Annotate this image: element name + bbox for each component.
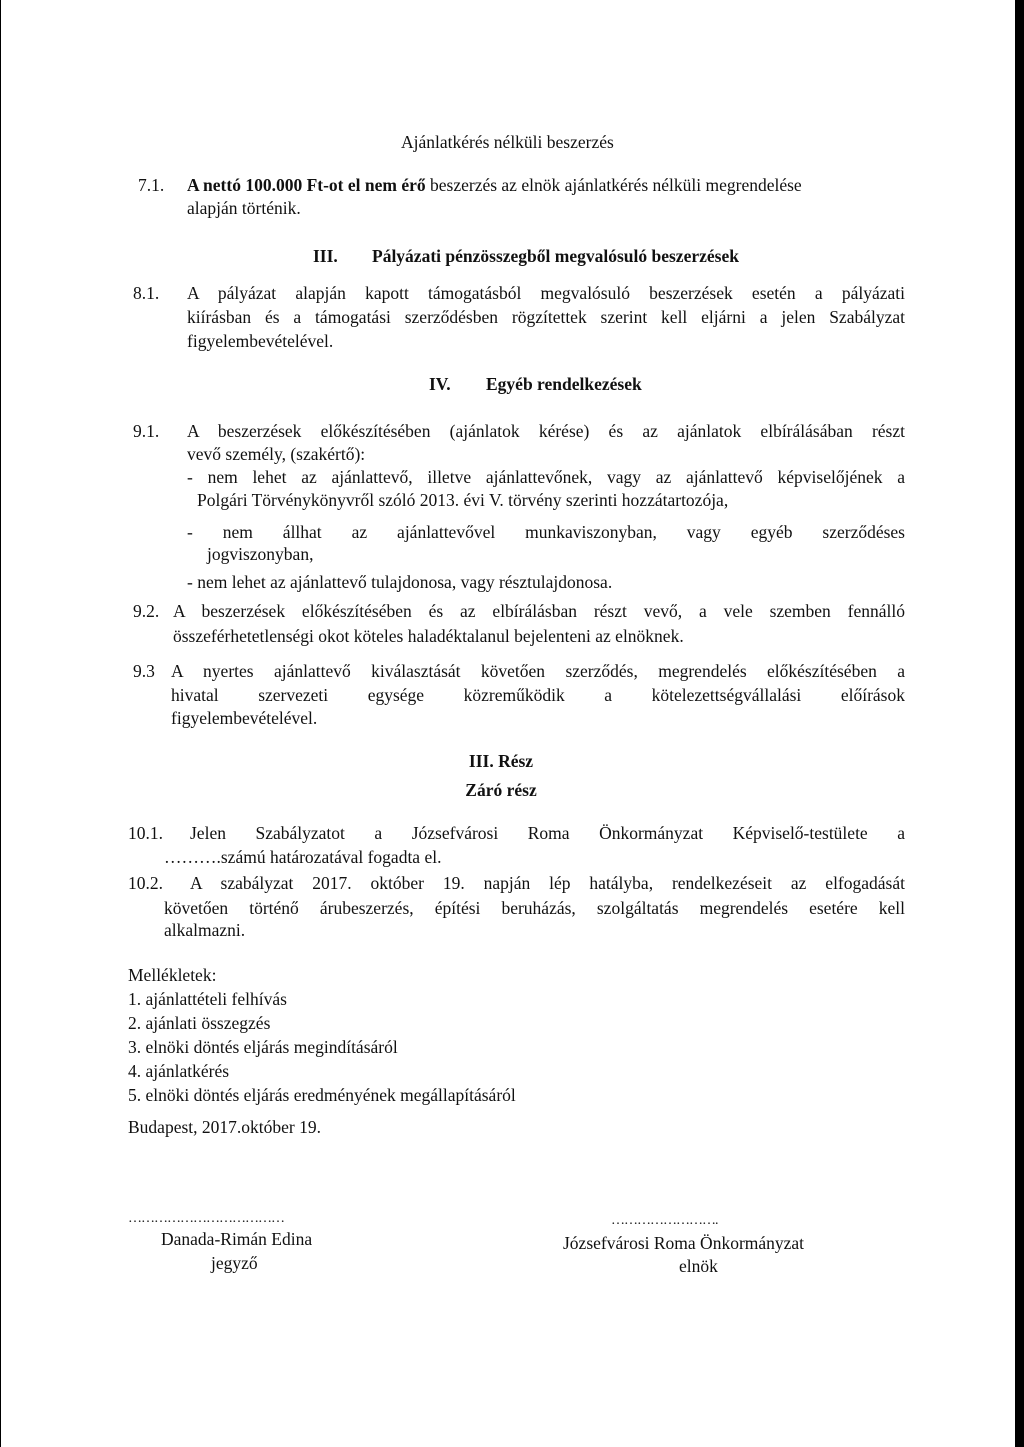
paragraph-8-1-line-2: kiírásban és a támogatási szerződésben rögzítettek szerint kell eljárni a jelen Szabályzat: [187, 307, 905, 327]
paragraph-9-1-bullet-2-cont: jogviszonyban,: [207, 544, 314, 564]
paragraph-number: 10.2.: [128, 873, 163, 893]
paragraph-7-1-rest: beszerzés az elnök ajánlatkérés nélküli megrendelése: [425, 175, 802, 195]
paragraph-9-2-line-1: A beszerzések előkészítésében és az elbírálásban részt vevő, a vele szemben fennálló: [173, 601, 905, 621]
signatory-role-left: jegyző: [211, 1253, 258, 1273]
paragraph-9-1-line-2: vevő személy, (szakértő):: [187, 444, 366, 464]
paragraph-number: 7.1.: [138, 175, 165, 195]
paragraph-7-1-line-2: alapján történik.: [187, 198, 301, 218]
paragraph-9-3-line-3: figyelembevételével.: [171, 708, 318, 728]
paragraph-number: 9.3: [133, 661, 155, 681]
paragraph-9-1-bullet-3: - nem lehet az ajánlattevő tulajdonosa, vagy résztulajdonosa.: [187, 572, 613, 592]
signature-line-left: ………………………………: [128, 1211, 284, 1226]
signing-date: Budapest, 2017.október 19.: [128, 1117, 321, 1137]
attachments-heading: Mellékletek:: [128, 965, 217, 985]
paragraph-9-1-bullet-1: - nem lehet az ajánlattevő, illetve ajánlattevőnek, vagy az ajánlattevő képviselőjének a: [187, 467, 905, 487]
attachment-item: 1. ajánlattételi felhívás: [128, 989, 287, 1009]
attachment-item: 5. elnöki döntés eljárás eredményének megállapításáról: [128, 1085, 516, 1105]
signatory-name-right: Józsefvárosi Roma Önkormányzat: [563, 1233, 805, 1253]
paragraph-9-2-line-2: összeférhetetlenségi okot köteles haladéktalanul bejelenteni az elnöknek.: [173, 626, 684, 646]
paragraph-9-1-bullet-2: - nem állhat az ajánlattevővel munkaviszonyban, vagy egyéb szerződéses: [187, 522, 905, 542]
attachment-item: 2. ajánlati összegzés: [128, 1013, 271, 1033]
part-title: III. Rész: [468, 751, 534, 771]
paragraph-10-2-line-3: alkalmazni.: [164, 920, 246, 940]
signatory-name-left: Danada-Rimán Edina: [161, 1229, 313, 1249]
signatory-role-right: elnök: [679, 1256, 718, 1276]
paragraph-number: 9.2.: [133, 601, 160, 621]
paragraph-number: 10.1.: [128, 823, 163, 843]
section-title: Pályázati pénzösszegből megvalósuló beszerzések: [372, 246, 739, 266]
paragraph-number: 8.1.: [133, 283, 160, 303]
attachment-item: 3. elnöki döntés eljárás megindításáról: [128, 1037, 398, 1057]
attachment-item: 4. ajánlatkérés: [128, 1061, 230, 1081]
section-number: III.: [313, 246, 338, 266]
paragraph-7-1-bold-lead: A nettó 100.000 Ft-ot el nem érő: [187, 175, 426, 195]
paragraph-10-1-line-1: Jelen Szabályzatot a Józsefvárosi Roma Önkormányzat Képviselő-testülete a: [190, 823, 905, 843]
paragraph-number: 9.1.: [133, 421, 160, 441]
part-subtitle: Záró rész: [465, 780, 537, 800]
paragraph-10-1-line-2: ……….számú határozatával fogadta el.: [164, 847, 442, 867]
paragraph-9-3-line-1: A nyertes ajánlattevő kiválasztását követően szerződés, megrendelés előkészítésében a: [171, 661, 905, 681]
paragraph-8-1-line-3: figyelembevételével.: [187, 331, 334, 351]
paragraph-8-1-line-1: A pályázat alapján kapott támogatásból megvalósuló beszerzések esetén a pályázati: [187, 283, 905, 303]
paragraph-9-3-line-2: hivatal szervezeti egysége közreműködik a kötelezettségvállalási előírások: [171, 685, 905, 705]
paragraph-7-1-line-1: [187, 174, 802, 196]
paragraph-9-1-bullet-1-cont: Polgári Törvénykönyvről szóló 2013. évi V. törvény szerinti hozzátartozója,: [197, 490, 729, 510]
section-number: IV.: [429, 374, 451, 394]
section-title: Egyéb rendelkezések: [486, 374, 642, 394]
document-page: [1, 0, 1015, 1447]
signature-line-right: …………………….: [611, 1213, 718, 1228]
paragraph-9-1-line-1: A beszerzések előkészítésében (ajánlatok kérése) és az ajánlatok elbírálásában részt: [187, 421, 905, 441]
paragraph-10-2-line-2: követően történő árubeszerzés, építési beruházás, szolgáltatás megrendelés esetére kell: [164, 898, 905, 918]
page-heading: Ajánlatkérés nélküli beszerzés: [401, 132, 614, 152]
paragraph-10-2-line-1: A szabályzat 2017. október 19. napján lép hatályba, rendelkezéseit az elfogadását: [190, 873, 905, 893]
